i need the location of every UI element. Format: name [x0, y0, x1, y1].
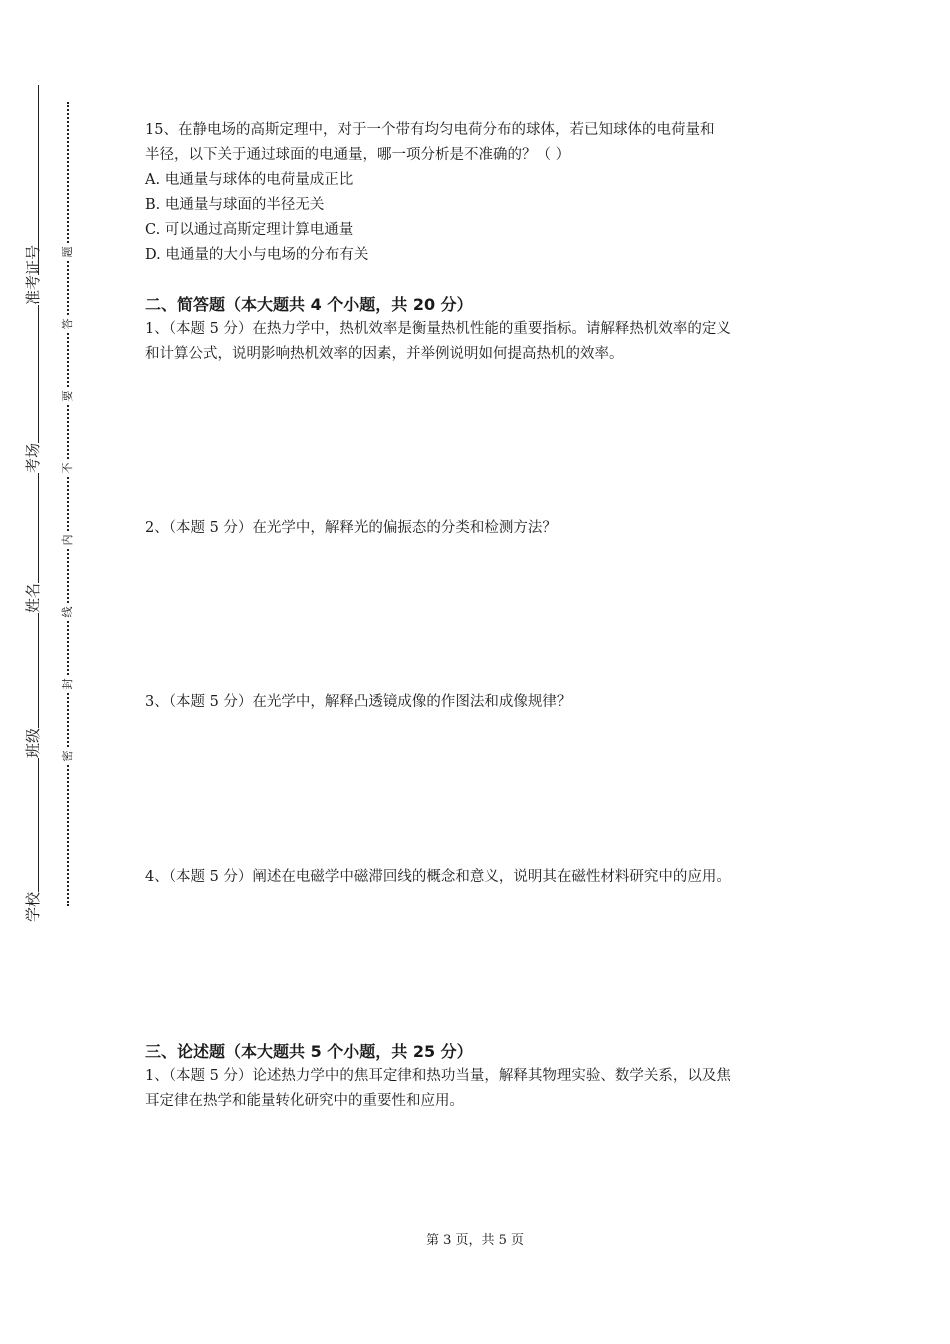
short-answer-q3	[145, 690, 825, 715]
seal-dotted-line	[67, 102, 69, 906]
question-text: 1、（本题 5 分）论述热力学中的焦耳定律和热功当量，解释其物理实验、数学关系，以及焦	[145, 1068, 731, 1084]
section-3	[145, 1040, 825, 1114]
page-footer: 第 3 页，共 5 页	[425, 1233, 525, 1248]
question-text: 4、（本题 5 分）阐述在电磁学中磁滞回线的概念和意义，说明其在磁性材料研究中的应用。	[145, 869, 731, 885]
seal-char: 题	[62, 243, 74, 261]
seal-char: 答	[62, 315, 74, 333]
exam-id-label: 准考证号	[24, 244, 42, 305]
section-title: 三、论述题（本大题共 5 个小题，共 25 分）	[145, 1042, 473, 1061]
seal-char: 不	[62, 459, 74, 477]
seal-char: 密	[62, 747, 74, 765]
seal-char: 线	[62, 603, 74, 621]
section-title: 二、简答题（本大题共 4 个小题，共 20 分）	[145, 295, 473, 314]
question-text: 半径，以下关于通过球面的电通量，哪一项分析是不准确的？（ ）	[145, 147, 571, 163]
school-label: 学校	[24, 891, 42, 922]
question-text: 3、（本题 5 分）在光学中，解释凸透镜成像的作图法和成像规律？	[145, 694, 572, 710]
question-text: 和计算公式，说明影响热机效率的因素，并举例说明如何提高热机的效率。	[145, 346, 624, 362]
question-text: 1、（本题 5 分）在热力学中，热机效率是衡量热机性能的重要指标。请解释热机效率的定义	[145, 321, 731, 337]
question-text: 耳定律在热学和能量转化研究中的重要性和应用。	[145, 1093, 464, 1109]
question-text: 15、在静电场的高斯定理中，对于一个带有均匀电荷分布的球体，若已知球体的电荷量和	[145, 122, 715, 138]
seal-char: 内	[62, 531, 74, 549]
option-a: A. 电通量与球体的电荷量成正比	[145, 172, 354, 188]
question-15	[145, 118, 825, 268]
short-answer-q4	[145, 865, 825, 890]
class-label: 班级	[24, 727, 42, 758]
binding-solid-line	[38, 85, 39, 905]
seal-char: 要	[62, 387, 74, 405]
section-2	[145, 293, 825, 367]
seal-char: 封	[62, 675, 74, 693]
binding-margin	[0, 0, 100, 1344]
option-c: C. 可以通过高斯定理计算电通量	[145, 222, 354, 238]
option-b: B. 电通量与球面的半径无关	[145, 197, 325, 213]
short-answer-q2	[145, 516, 825, 541]
question-text: 2、（本题 5 分）在光学中，解释光的偏振态的分类和检测方法？	[145, 520, 557, 536]
option-d: D. 电通量的大小与电场的分布有关	[145, 247, 369, 263]
exam-room-label: 考场	[24, 442, 42, 473]
name-label: 姓名	[24, 582, 42, 613]
